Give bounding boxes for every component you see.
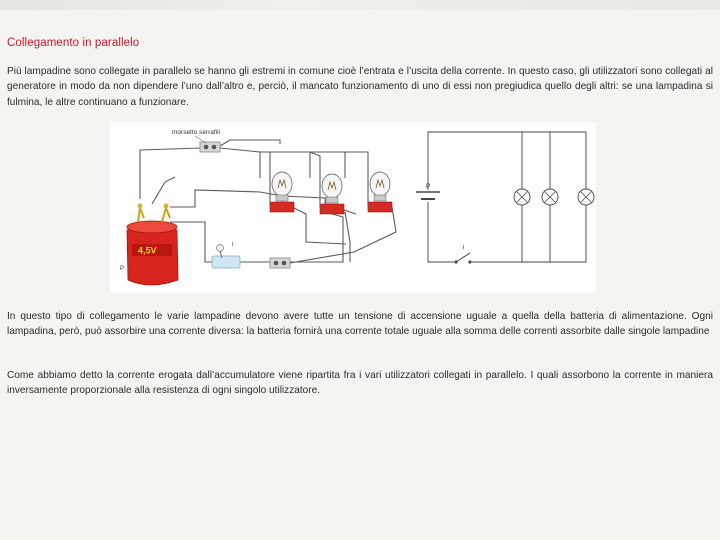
schematic-lamp-1 — [514, 189, 530, 205]
schematic-lamp-3 — [578, 189, 594, 205]
schematic-circuit — [416, 132, 586, 262]
battery-label: 4,5V — [138, 245, 157, 256]
schematic-lamp-2 — [542, 189, 558, 205]
lamp-1 — [270, 172, 294, 212]
battery-side-label: P — [120, 266, 125, 272]
lamp-3 — [368, 172, 392, 212]
top-decoration-bar — [0, 0, 720, 10]
schematic-switch-label: i — [463, 244, 465, 251]
paragraph-voltage-current: In questo tipo di collegamento le varie lampadine devono avere tutte un tensione di accensione uguale a quella della batteria di alimentazione. Ogni lampadina, però, può assorbire una corrente diversa: la batteria fornirà una corrente totale uguale alla somma delle correnti assorbite dalle singole lampadine — [7, 311, 713, 338]
battery-4-5v — [120, 204, 178, 286]
paragraph-current-distribution: Come abbiamo detto la corrente erogata dall’accumulatore viene ripartita fra i vari utilizzatori collegati in parallelo. I quali assorbono la corrente in maniera inversamente proporzionale alla resistenza di ogni singolo utilizzatore. — [7, 370, 713, 397]
pictorial-switch-label: i — [232, 242, 234, 248]
pictorial-switch — [212, 242, 240, 268]
paragraph-intro: Più lampadine sono collegate in parallelo se hanno gli estremi in comune cioè l’entrata e l’uscita della corrente. In questo caso, gli utilizzatori sono collegati al generatore in modo da non dipendere l’uno dall’altro e, perciò, il mancato funzionamento di uno di essi non pregiudica quello degli altri: se una lampadina si fulmina, le altre continuano a funzionare. — [7, 66, 713, 108]
terminal-label: morsetto serrafili — [172, 129, 221, 136]
parallel-circuit-figure — [110, 122, 596, 293]
schematic-battery-label: P — [426, 183, 431, 190]
lamp-2 — [320, 174, 344, 214]
slide-title: Collegamento in parallelo — [7, 37, 140, 49]
terminal-block-bottom — [270, 258, 290, 268]
